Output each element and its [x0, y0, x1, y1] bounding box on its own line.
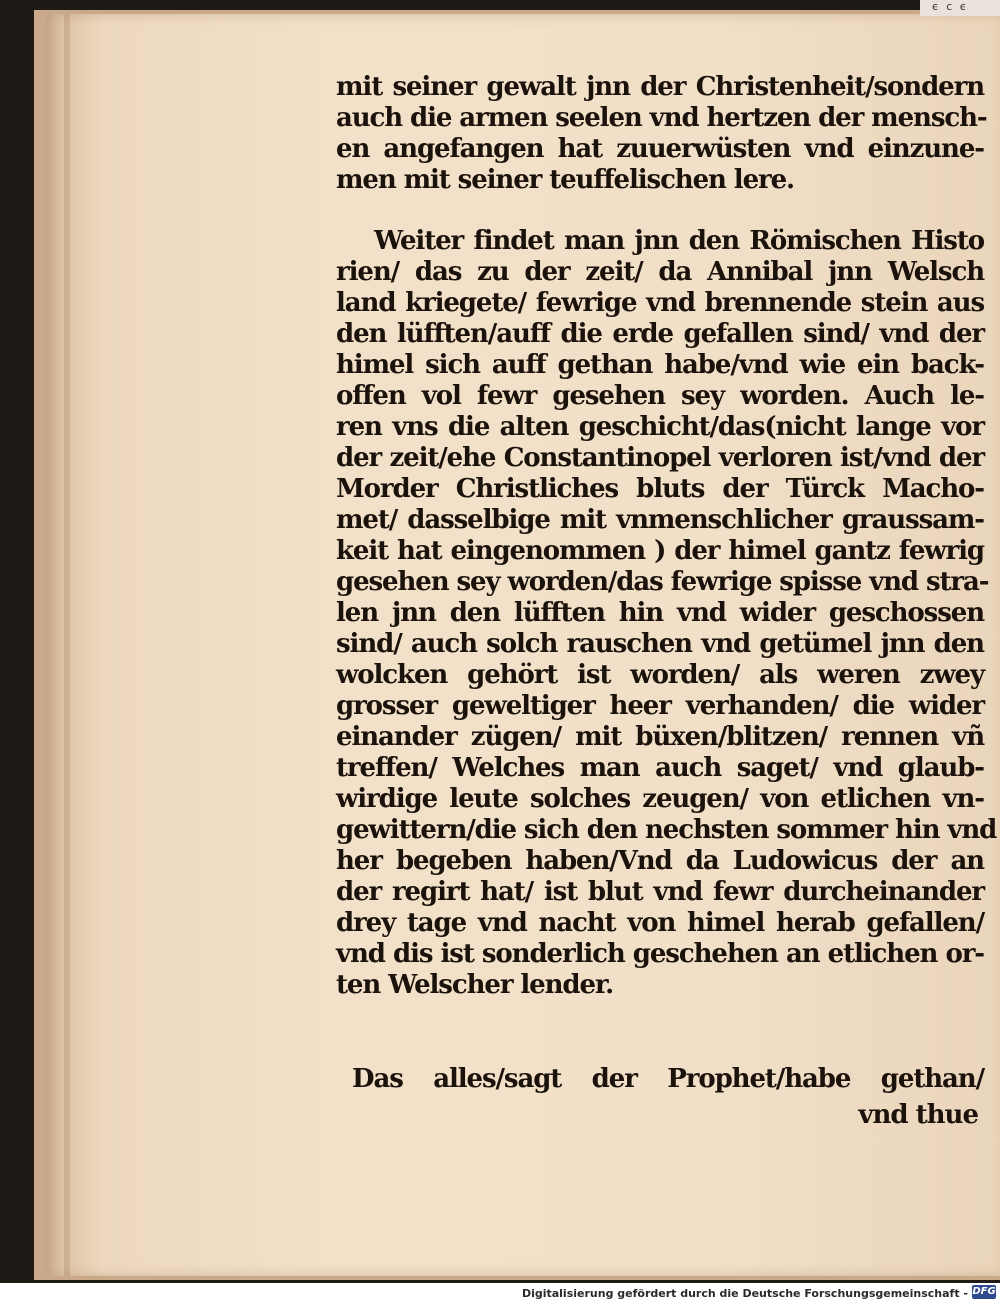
text-line: gesehen sey worden/das fewrige spisse vnd stra- [336, 567, 989, 597]
body-text [336, 72, 997, 1001]
text-line: met/ dasselbige mit vnmenschlicher graussam- [336, 505, 984, 535]
text-line: vnd dis ist sonderlich geschehen an etlichen or- [336, 939, 984, 969]
text-line: len jnn den lüfften hin vnd wider geschossen [336, 598, 984, 628]
text-line: her begeben haben/Vnd da Ludowicus der an [336, 846, 984, 876]
text-line: einander zügen/ mit büxen/blitzen/ rennen vñ [336, 722, 984, 752]
text-line: der regirt hat/ ist blut vnd fewr durcheinander [336, 877, 984, 907]
text-line: en angefangen hat zuuerwüsten vnd einzune- [336, 134, 984, 164]
catchword: vnd thue [858, 1100, 978, 1130]
text-line: Weiter findet man jnn den Römischen Histo [374, 226, 984, 256]
closing-line: Das alles/sagt der Prophet/habe gethan/ [352, 1064, 984, 1094]
text-line: rien/ das zu der zeit/ da Annibal jnn Welsch [336, 257, 984, 287]
text-line: ren vns die alten geschicht/das(nicht lange vor [336, 412, 984, 442]
text-line: sind/ auch solch rauschen vnd getümel jnn den [336, 629, 984, 659]
paragraph-gap [336, 196, 984, 226]
text-line: treffen/ Welches man auch saget/ vnd glaub- [336, 753, 984, 783]
dfg-logo-icon: DFG [972, 1286, 996, 1297]
text-line: wolcken gehört ist worden/ als weren zwey [336, 660, 984, 690]
text-line: den lüfften/auff die erde gefallen sind/ vnd der [336, 319, 984, 349]
text-line: keit hat eingenommen ) der himel gantz fewrig [336, 536, 984, 566]
text-line: grosser geweltiger heer verhanden/ die wider [336, 691, 984, 721]
text-line: wirdige leute solches zeugen/ von etlichen vn- [336, 784, 984, 814]
text-line: men mit seiner teuffelischen lere. [336, 165, 795, 195]
page-gutter-shadow [64, 14, 70, 1276]
text-line: gewittern/die sich den nechsten sommer hin vnd [336, 815, 997, 845]
text-line: ten Welscher lender. [336, 970, 614, 1000]
text-line: himel sich auff gethan habe/vnd wie ein back- [336, 350, 984, 380]
text-line: offen vol fewr gesehen sey worden. Auch le- [336, 381, 984, 411]
funding-notice: Digitalisierung gefördert durch die Deutsche Forschungsgemeinschaft - [521, 1287, 968, 1300]
text-line: mit seiner gewalt jnn der Christenheit/sondern [336, 72, 984, 102]
text-line: drey tage vnd nacht von himel herab gefallen/ [336, 908, 984, 938]
text-line: Morder Christliches bluts der Türck Macho- [336, 474, 984, 504]
text-line: auch die armen seelen vnd hertzen der mensch- [336, 103, 987, 133]
text-line: der zeit/ehe Constantinopel verloren ist/vnd der [336, 443, 984, 473]
text-line: land kriegete/ fewrige vnd brennende stein aus [336, 288, 984, 318]
corner-marks: ϵ ϲ ϵ [932, 0, 969, 13]
